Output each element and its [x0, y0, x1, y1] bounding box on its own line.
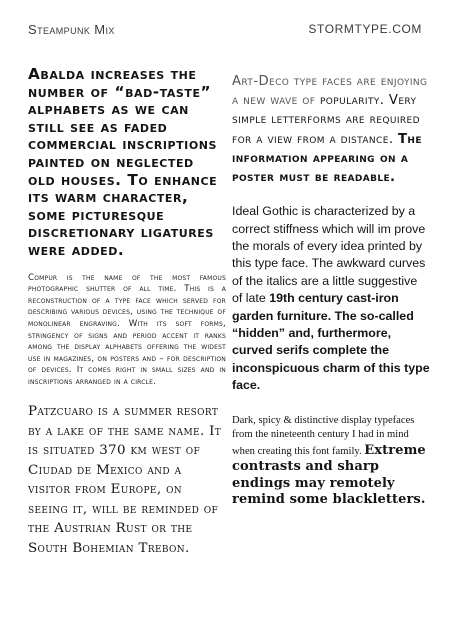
art-deco-bold-text: The information appearing on a poster must be readable. — [232, 131, 422, 186]
art-deco-medium-text: popularity. Very simple letterforms are required for a view from a distance. — [232, 93, 420, 147]
dark-display-specimen — [232, 414, 430, 509]
left-column — [28, 66, 226, 558]
abalda-specimen: Abalda increases the number of “bad-taste” alphabets as we can still see as faded commercial inscriptions painted on neglected old houses. To enhance its warm character, some picturesque discretionary ligatures were added. — [28, 65, 218, 259]
right-column — [232, 72, 430, 509]
patzcuaro-specimen: Patzcuaro is a summer resort by a lake of the same name. It is situated 370 km west of Ciudad de Mexico and a visitor from Europe, on seeing it, will be reminded of the Austrian Rust or the South Bohemian Trebon. — [28, 404, 222, 556]
collection-title: Steampunk Mix — [28, 22, 115, 37]
art-deco-specimen — [232, 72, 430, 187]
compur-specimen: Compur is the name of the most famous photographic shutter of all time. This is a reconstruction of a type face which served for describing various devices, using the technique of monolinear engraving. With its soft forms, stringency of signs and period accent it ranks among the display alphabets offering the widest use in magazines, on posters and – for description of devices. It comes right in small sizes and in inscriptions arranged in a circle. — [28, 272, 226, 387]
page-header — [28, 22, 422, 42]
art-deco-light-text: Art-Deco type faces are enjoying a new wave of — [232, 74, 428, 109]
ideal-gothic-specimen — [232, 203, 430, 394]
dark-display-heavy-text: Extreme contrasts and sharp endings may remotely remind some blackletters. — [232, 442, 426, 508]
dark-display-regular-text: Dark, spicy & distinctive display typefaces from the nineteenth century I had in mind when creating this font family. — [232, 414, 415, 457]
ideal-gothic-bold-text: 19th century cast-iron garden furniture. The so-called “hidden” and, furthermore, curved serifs complete the inconspicuous charm of this type face. — [232, 291, 430, 393]
ideal-gothic-regular-text: Ideal Gothic is characterized by a correct stiffness which will im prove the morals of every idea printed by this type face. The awkward curves of the italics are a little suggestive of late — [232, 204, 426, 306]
site-url: STORMTYPE.COM — [308, 22, 422, 36]
